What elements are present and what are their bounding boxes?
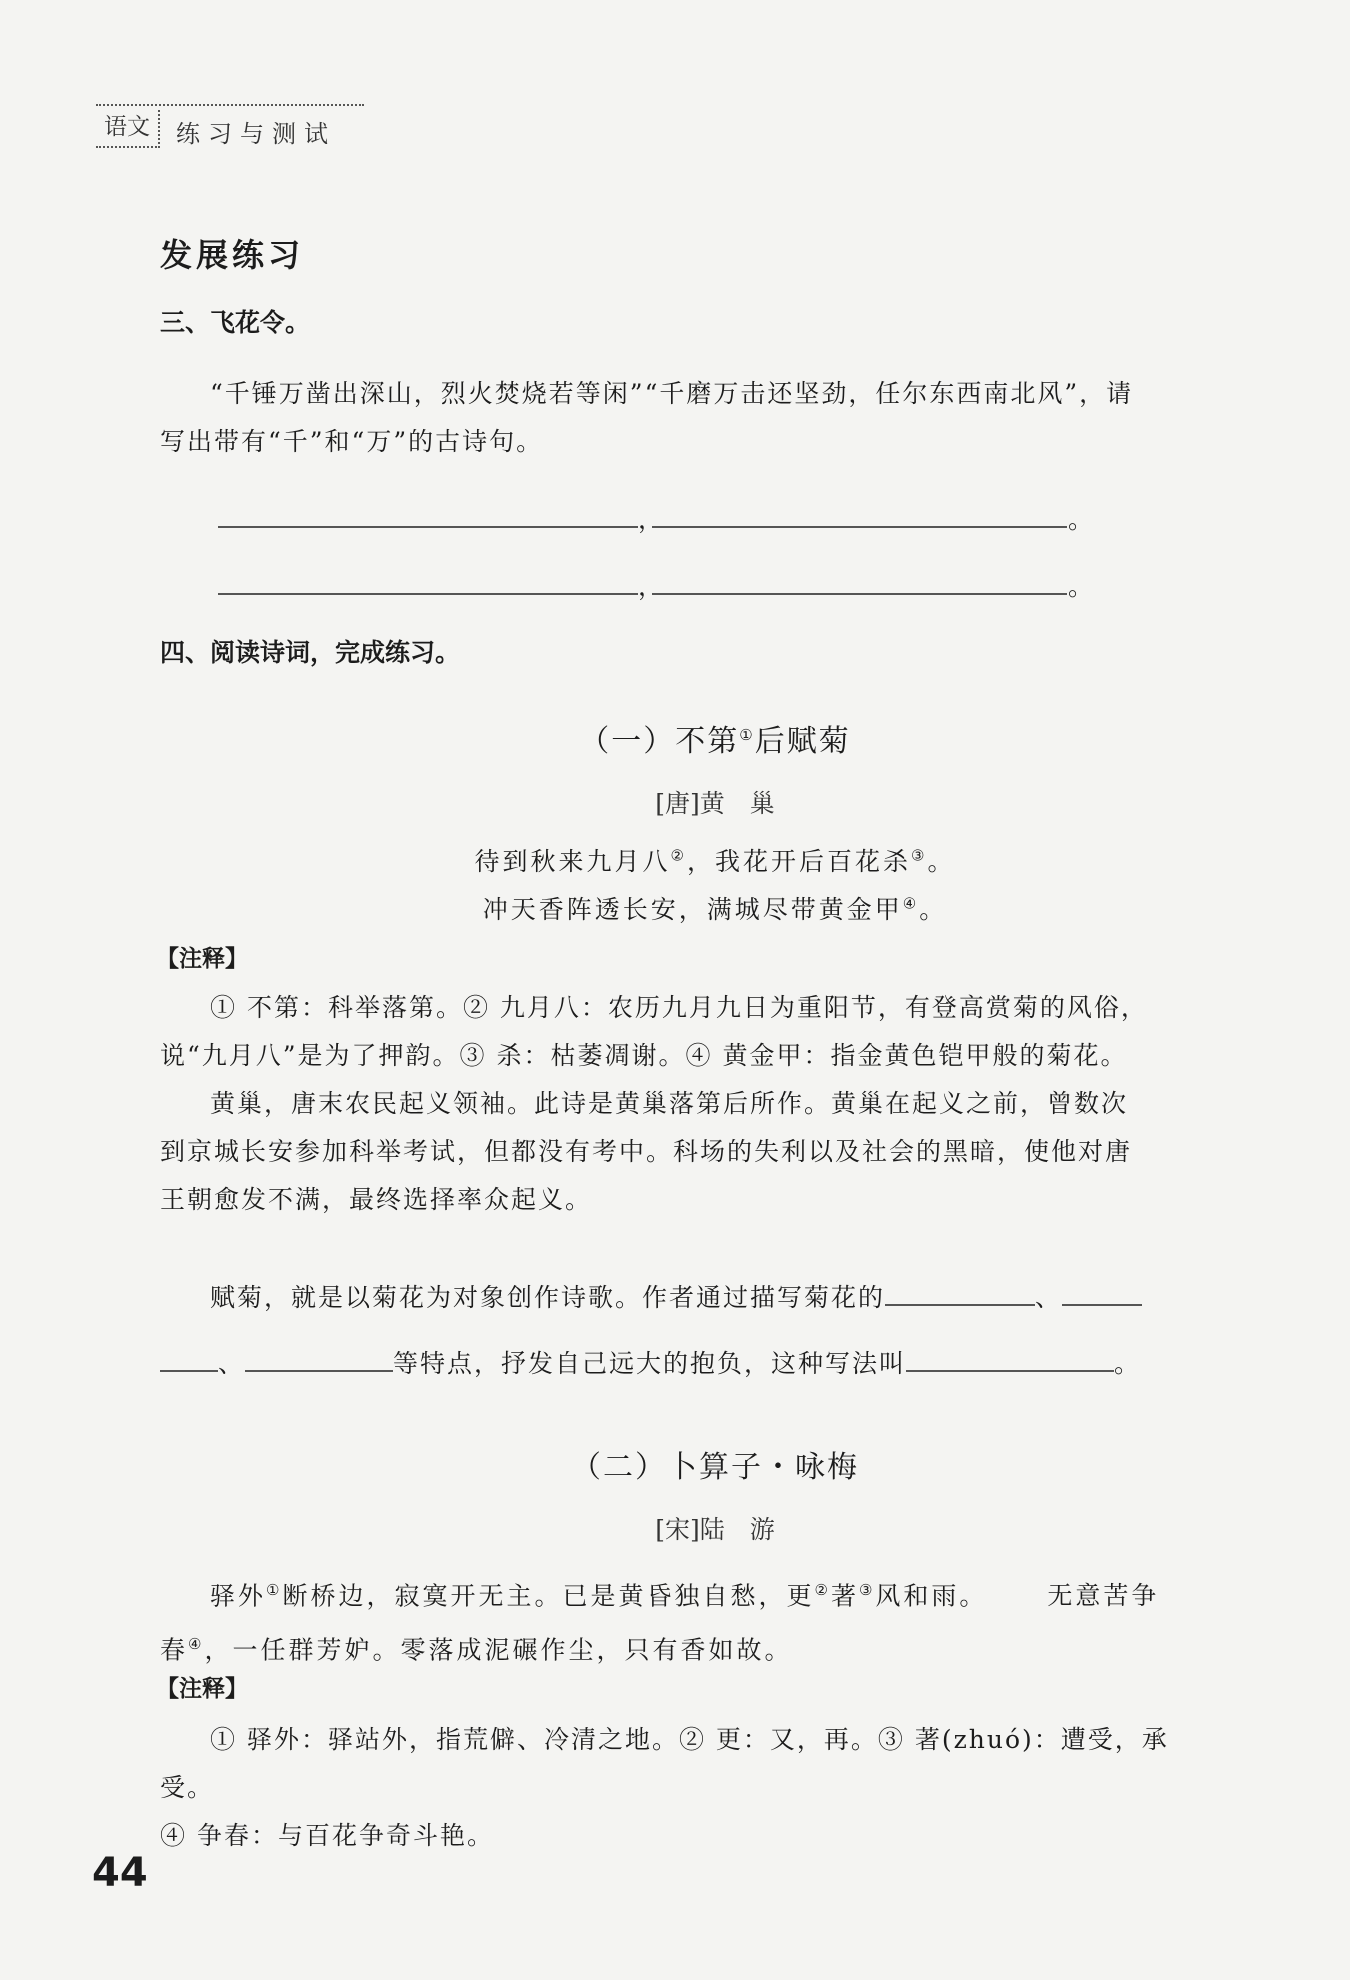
poem2-footnote-1: ① xyxy=(266,1581,283,1599)
poem2-text-part: 风和雨。 xyxy=(875,1581,988,1611)
poem1-blank-1[interactable] xyxy=(885,1280,1035,1306)
poem1-line2: 冲天香阵透长安，满城尽带黄金甲④。 xyxy=(482,894,948,924)
poem2-note-line2: ④ 争春：与百花争奇斗艳。 xyxy=(160,1821,494,1850)
poem1-question-end: 。 xyxy=(1114,1349,1142,1378)
poem1-question-sep-1: 、 xyxy=(1035,1283,1063,1312)
poem1-author: [唐]黄 巢 xyxy=(655,789,775,818)
poem1-question-text-b: 等特点，抒发自己远大的抱负，这种写法叫 xyxy=(393,1349,907,1378)
q3-period-2: 。 xyxy=(1068,572,1094,601)
poem2-text-part: 断桥边，寂寞开无主。已是黄昏独自愁，更 xyxy=(282,1581,815,1611)
poem2-note-line1: ① 驿外：驿站外，指荒僻、冷清之地。② 更：又，再。③ 著(zhuó)：遭受，承受。 xyxy=(160,1725,1169,1802)
poem2-author: [宋]陆 游 xyxy=(655,1515,775,1544)
q3-heading: 三、飞花令。 xyxy=(160,308,311,337)
q3-answer-blank-1a[interactable] xyxy=(218,496,638,528)
poem2-note-label: 【注释】 xyxy=(156,1676,248,1702)
q3-answer-blank-2b[interactable] xyxy=(652,563,1067,595)
poem1-blank-2b[interactable] xyxy=(160,1346,218,1372)
poem1-question-sep-2: 、 xyxy=(218,1349,246,1378)
poem1-notes xyxy=(160,984,1208,1224)
poem1-title: （一）不第①后赋菊 xyxy=(579,724,851,759)
poem1-question xyxy=(160,1265,1208,1397)
poem2-title: （二）卜算子・咏梅 xyxy=(571,1450,859,1485)
poem1-blank-3[interactable] xyxy=(245,1346,393,1372)
q4-heading: 四、阅读诗词，完成练习。 xyxy=(160,638,461,667)
poem1-note-line2: 说“九月八”是为了押韵。③ 杀：枯萎凋谢。④ 黄金甲：指金黄色铠甲般的菊花。 xyxy=(160,1041,1128,1070)
poem1-background-line2: 到京城长安参加科举考试，但都没有考中。科场的失利以及社会的黑暗，使他对唐 xyxy=(160,1137,1133,1166)
poem2-text xyxy=(160,1566,1208,1675)
subject-label: 语文 xyxy=(96,110,160,148)
poem2-footnote-2: ② xyxy=(814,1581,831,1599)
poem1-note-label: 【注释】 xyxy=(156,946,248,972)
poem1-background-line3: 王朝愈发不满，最终选择率众起义。 xyxy=(160,1185,593,1214)
poem2-text-part: 驿外 xyxy=(210,1581,267,1611)
q3-prompt xyxy=(160,370,1208,466)
book-title: 练习与测试 xyxy=(176,120,336,148)
poem2-text-part: 无意苦争 xyxy=(1047,1581,1160,1611)
poem1-question-text-a: 赋菊，就是以菊花为对象创作诗歌。作者通过描写菊花的 xyxy=(210,1283,886,1312)
header-dotted-rule xyxy=(96,104,364,106)
poem2-footnote-4: ④ xyxy=(188,1635,205,1654)
q3-answer-blank-2a[interactable] xyxy=(218,563,638,595)
poem1-blank-2a[interactable] xyxy=(1062,1280,1142,1306)
poem1-blank-4[interactable] xyxy=(906,1346,1114,1372)
q3-period-1: 。 xyxy=(1068,505,1094,534)
poem2-footnote-3: ③ xyxy=(858,1581,876,1599)
poem2-text-part: 著 xyxy=(830,1581,859,1611)
q3-prompt-line1: “千锤万凿出深山，烈火焚烧若等闲”“千磨万击还坚劲，任尔东西南北风”，请 xyxy=(210,379,1134,408)
q3-comma-1: ， xyxy=(638,505,664,534)
poem1-line1: 待到秋来九月八②，我花开后百花杀③。 xyxy=(474,846,956,876)
page-number: 44 xyxy=(92,1850,148,1896)
poem2-text-part: 春 xyxy=(160,1635,189,1665)
q3-answer-blank-1b[interactable] xyxy=(652,496,1067,528)
poem2-text-part: ，一任群芳妒。零落成泥碾作尘，只有香如故。 xyxy=(204,1635,793,1665)
page-header xyxy=(96,104,516,150)
poem2-notes xyxy=(160,1716,1208,1860)
poem1-title-footnote: ① xyxy=(739,726,755,744)
poem1-note-line1: ① 不第：科举落第。② 九月八：农历九月九日为重阳节，有登高赏菊的风俗， xyxy=(210,993,1148,1022)
q3-comma-2: ， xyxy=(638,572,664,601)
section-title: 发展练习 xyxy=(160,236,305,274)
q3-prompt-line2: 写出带有“千”和“万”的古诗句。 xyxy=(160,427,544,456)
poem1-background-line1: 黄巢，唐末农民起义领袖。此诗是黄巢落第后所作。黄巢在起义之前，曾数次 xyxy=(210,1089,1129,1118)
